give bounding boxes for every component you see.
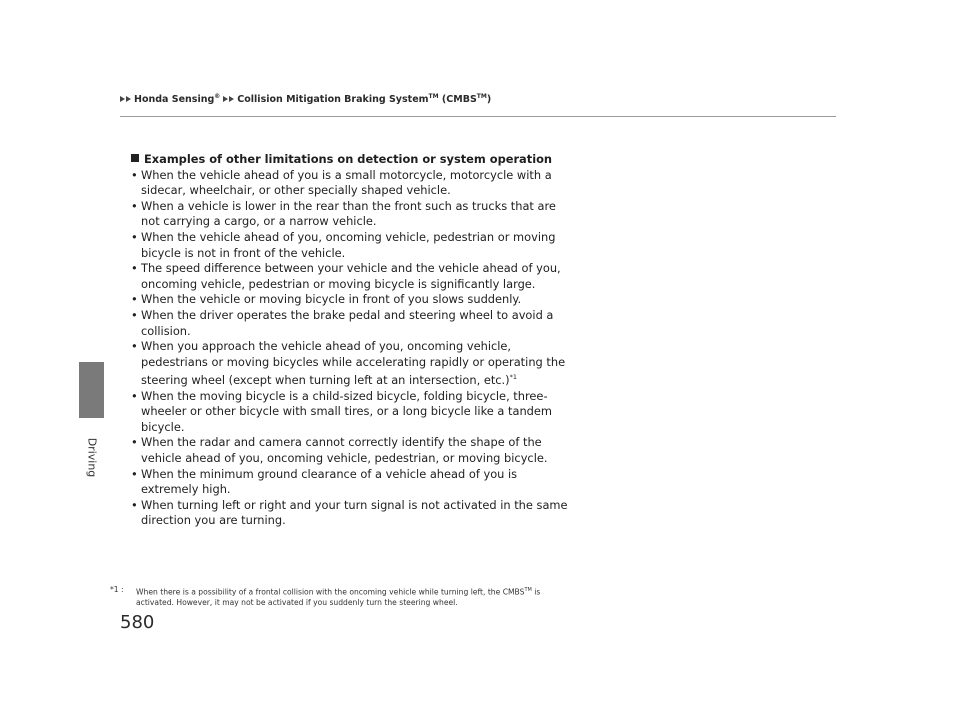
bullet-icon: •: [131, 292, 138, 307]
section-heading: Examples of other limitations on detection or system operation: [131, 152, 571, 168]
bullet-icon: •: [131, 261, 138, 276]
list-item: • When turning left or right and your turn signal is not activated in the same direction you are turning.: [131, 497, 568, 528]
list-item: • The speed difference between your vehicle and the vehicle ahead of you, oncoming vehicle, pedestrian or moving bicycle is significantly large.: [131, 261, 561, 291]
header-divider: [120, 116, 836, 117]
list-item: • When the minimum ground clearance of a vehicle ahead of you is extremely high.: [131, 466, 518, 497]
limitations-section: [131, 152, 571, 529]
bullet-icon: •: [131, 198, 138, 213]
list-item: • When the vehicle or moving bicycle in front of you slows suddenly.: [131, 292, 522, 307]
list-item: • When the moving bicycle is a child-sized bicycle, folding bicycle, three-wheeler or other bicycle with small tires, or a long bicycle like a tandem bicycle.: [131, 388, 552, 434]
bullet-icon: •: [131, 229, 138, 244]
bullet-icon: •: [131, 466, 138, 481]
breadcrumb-arrow-icon: [223, 96, 228, 102]
breadcrumb-item-cmbs[interactable]: Collision Mitigation Braking System™ (CMBS™): [237, 93, 492, 106]
bullet-icon: •: [131, 388, 138, 403]
square-bullet-icon: [131, 154, 139, 162]
footnote-ref[interactable]: *1: [509, 373, 518, 382]
footnote-mark: *1 :: [110, 585, 124, 594]
list-item: • When you approach the vehicle ahead of you, oncoming vehicle, pedestrians or moving bicycles while accelerating rapidly or operating the steering wheel (except when turning left at an intersection, etc.)$^{*1}$: [131, 339, 566, 388]
list-item: • When the vehicle ahead of you, oncoming vehicle, pedestrian or moving bicycle is not in front of the vehicle.: [131, 229, 556, 260]
list-item: • When a vehicle is lower in the rear than the front such as trucks that are not carrying a cargo, or a narrow vehicle.: [131, 198, 556, 229]
list-item: • When the driver operates the brake pedal and steering wheel to avoid a collision.: [131, 307, 554, 338]
chapter-tab-label: Driving: [85, 437, 99, 477]
bullet-icon: •: [131, 339, 138, 354]
breadcrumb: [120, 93, 491, 105]
bullet-icon: •: [131, 497, 138, 512]
list-item: • When the vehicle ahead of you is a small motorcycle, motorcycle with a sidecar, wheelchair, or other specially shaped vehicle.: [131, 167, 552, 198]
breadcrumb-arrow-icon: [126, 96, 131, 102]
list-item: • When the radar and camera cannot correctly identify the shape of the vehicle ahead of you, oncoming vehicle, pedestrian, or moving bicycle.: [131, 435, 548, 466]
bullet-icon: •: [131, 435, 138, 450]
footnote: [110, 585, 580, 609]
footnote-text: When there is a possibility of a frontal collision with the oncoming vehicle while turning left, the CMBS™ is activated. However, it may not be activated if you suddenly turn the steering wheel.: [136, 587, 541, 608]
chapter-tab-marker[interactable]: [79, 362, 104, 418]
bullet-icon: •: [131, 307, 138, 322]
bullet-icon: •: [131, 167, 138, 182]
breadcrumb-item-honda-sensing[interactable]: Honda Sensing®: [134, 93, 221, 106]
limitations-list: [131, 168, 571, 529]
breadcrumb-arrow-icon: [120, 96, 125, 102]
breadcrumb-arrow-icon: [229, 96, 234, 102]
page-number: 580: [120, 612, 155, 633]
